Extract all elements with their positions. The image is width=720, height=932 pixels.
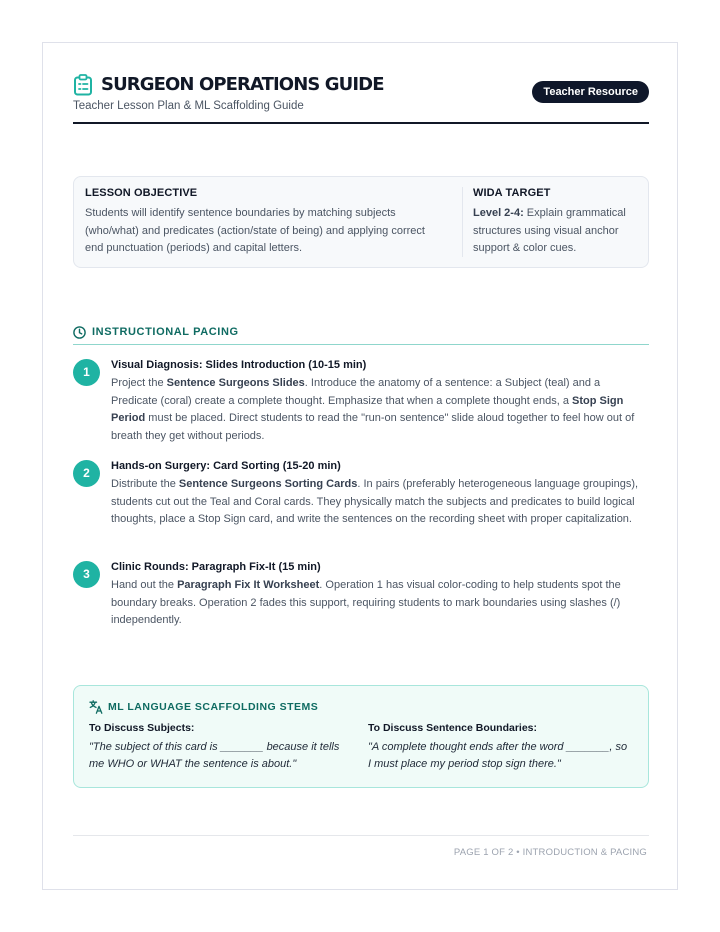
step-emphasis: Sentence Surgeons Sorting Cards bbox=[178, 478, 358, 490]
teacher-resource-badge: Teacher Resource bbox=[532, 81, 649, 103]
wida-description: Explain grammatical structures using visual anchor support & color cues. bbox=[473, 207, 626, 254]
stem-text: "The subject of this card is _______ because it tells me WHO or WHAT the sentence is about." bbox=[89, 741, 340, 770]
step-body bbox=[111, 561, 649, 630]
step-title: Visual Diagnosis: Slides Introduction (10-15 min) bbox=[111, 359, 367, 371]
objective-divider bbox=[462, 187, 463, 257]
step-text: Project the bbox=[111, 377, 167, 389]
step-text: . In pairs (preferably heterogeneous language groupings), students cut out the Teal and Coral cards. They physically match the subjects and predicates to build logical thoughts, place a Stop Sign card, and write the sentences on the recording sheet with proper capitalization. bbox=[111, 478, 639, 525]
pacing-heading-label: INSTRUCTIONAL PACING bbox=[92, 326, 239, 338]
wida-level: Level 2-4: bbox=[473, 207, 524, 219]
step-text: Hand out the bbox=[111, 579, 178, 591]
clipboard-icon bbox=[73, 74, 93, 96]
lesson-objective-heading: LESSON OBJECTIVE bbox=[85, 187, 198, 199]
lesson-objective bbox=[85, 187, 445, 258]
step-title: Hands-on Surgery: Card Sorting (15-20 min) bbox=[111, 460, 341, 472]
wida-target-heading: WIDA TARGET bbox=[473, 187, 551, 199]
step-emphasis: Stop Sign Period bbox=[111, 394, 624, 424]
step-text: must be placed. Direct students to read the "run-on sentence" slide aloud together to feel how out of breath they get without periods. bbox=[111, 412, 635, 442]
wida-target-text bbox=[473, 205, 641, 258]
footer-divider bbox=[73, 835, 649, 836]
page-header bbox=[73, 73, 649, 125]
lesson-objective-text: Students will identify sentence boundaries by matching subjects (who/what) and predicates (action/state of being) and applying correct end punctuation (periods) and capital letters. bbox=[85, 207, 425, 254]
stem-heading: To Discuss Sentence Boundaries: bbox=[368, 722, 538, 734]
scaffolding-box bbox=[73, 685, 649, 788]
step-description bbox=[111, 375, 649, 445]
translate-icon bbox=[89, 700, 103, 714]
stem-subjects bbox=[89, 722, 351, 772]
step-body bbox=[111, 359, 649, 445]
stem-boundaries bbox=[368, 722, 630, 772]
step-emphasis: Paragraph Fix It Worksheet bbox=[177, 579, 320, 591]
page-footer: PAGE 1 OF 2 • INTRODUCTION & PACING bbox=[453, 847, 647, 858]
step-description bbox=[111, 577, 649, 630]
page-subtitle: Teacher Lesson Plan & ML Scaffolding Guide bbox=[73, 100, 304, 112]
stem-text: "A complete thought ends after the word _______, so I must place my period stop sign there." bbox=[368, 741, 628, 770]
document-page bbox=[42, 42, 678, 890]
step-body bbox=[111, 460, 649, 529]
objective-box bbox=[73, 176, 649, 268]
step-title: Clinic Rounds: Paragraph Fix-It (15 min) bbox=[111, 561, 321, 573]
step-text: . Introduce the anatomy of a sentence: a Subject (teal) and a Predicate (coral) create a complete thought. Emphasize that when a complete thought ends, a bbox=[111, 377, 601, 407]
step-text: . Operation 1 has visual color-coding to help students spot the boundary breaks. Operation 2 fades this support, requiring students to mark boundaries using slashes (/) independently. bbox=[111, 579, 621, 626]
step-text: Distribute the bbox=[111, 478, 179, 490]
clock-icon bbox=[73, 326, 86, 339]
stem-heading: To Discuss Subjects: bbox=[89, 722, 195, 734]
pacing-section-heading bbox=[73, 325, 649, 345]
scaffolding-heading-label: ML LANGUAGE SCAFFOLDING STEMS bbox=[108, 701, 319, 713]
step-emphasis: Sentence Surgeons Slides bbox=[166, 377, 305, 389]
wida-target bbox=[473, 187, 641, 258]
header-divider bbox=[73, 122, 649, 124]
step-number: 1 bbox=[73, 359, 100, 386]
page-title: SURGEON OPERATIONS GUIDE bbox=[101, 74, 384, 95]
step-number: 2 bbox=[73, 460, 100, 487]
step-description bbox=[111, 476, 649, 529]
step-number: 3 bbox=[73, 561, 100, 588]
